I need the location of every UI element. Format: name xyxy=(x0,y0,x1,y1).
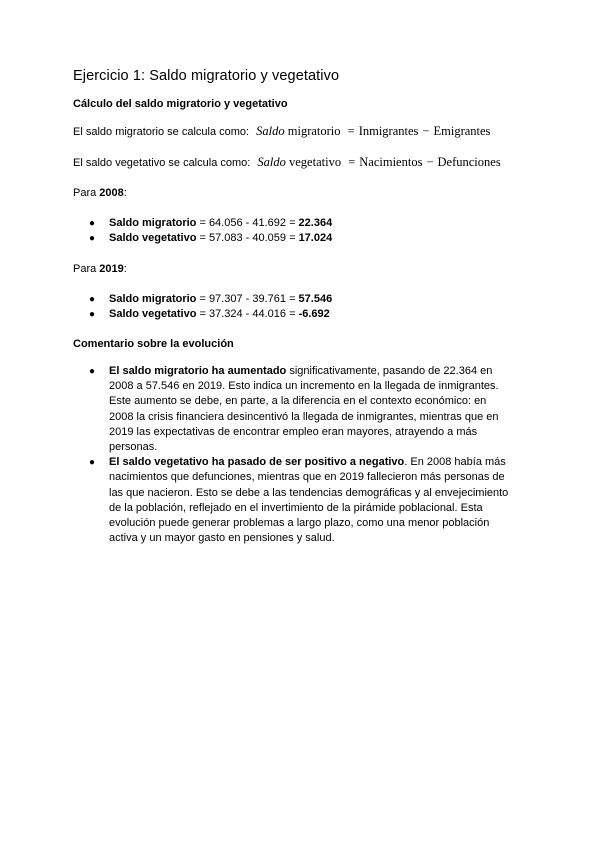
page-title: Ejercicio 1: Saldo migratorio y vegetativo xyxy=(73,68,340,84)
section-heading-comentario: Comentario sobre la evolución xyxy=(73,338,234,350)
migratorio-formula: Saldo migratorio = Inmigrantes − Emigrantes xyxy=(256,124,491,138)
bullet-icon: ● xyxy=(89,233,96,244)
vegetativo-formula-line xyxy=(73,155,533,170)
year-2008-label: Para 2008: xyxy=(73,187,127,199)
year-2019-label: Para 2019: xyxy=(73,263,127,275)
vegetativo-intro: El saldo vegetativo se calcula como: xyxy=(73,157,251,169)
migratorio-formula-line xyxy=(73,124,533,139)
migratorio-intro: El saldo migratorio se calcula como: xyxy=(73,126,250,138)
comments-list xyxy=(73,364,533,546)
vegetativo-formula: Saldo vegetativo = Nacimientos − Defunciones xyxy=(257,155,501,169)
year-2019-list xyxy=(73,292,533,322)
year-2008-list xyxy=(73,216,533,246)
bullet-icon: ● xyxy=(89,366,96,377)
bullet-icon: ● xyxy=(89,218,96,229)
list-item: ● Saldo vegetativo = 57.083 - 40.059 = 17.024 xyxy=(89,232,333,244)
document-content xyxy=(73,68,533,562)
bullet-icon: ● xyxy=(89,309,96,320)
list-item: ● Saldo migratorio = 97.307 - 39.761 = 57.546 xyxy=(89,293,333,305)
list-item: ● Saldo vegetativo = 37.324 - 44.016 = -6.692 xyxy=(89,308,330,320)
list-item: ● El saldo vegetativo ha pasado de ser positivo a negativo. En 2008 había más nacimientos que defunciones, mientras que en 2019 fallecieron más personas de las que nacieron. Esto se debe a las tendencias demográficas y al envejecimiento de la población, reflejado en el invertimiento de la pirámide poblacional. Esta evolución puede generar problemas a largo plazo, como una menor población activa y un mayor gasto en pensiones y salud. xyxy=(89,456,509,545)
list-item: ● El saldo migratorio ha aumentado significativamente, pasando de 22.364 en 2008 a 57.546 en 2019. Esto indica un incremento en la llegada de inmigrantes. Este aumento se debe, en parte, a la diferencia en el contexto económico: en 2008 la crisis financiera desincentivó la llegada de inmigrantes, mientras que en 2019 las expectativas de encontrar empleo eran mayores, atrayendo a más personas. xyxy=(89,365,499,454)
bullet-icon: ● xyxy=(89,457,96,469)
list-item: ● Saldo migratorio = 64.056 - 41.692 = 22.364 xyxy=(89,217,333,229)
bullet-icon: ● xyxy=(89,294,96,305)
section-heading-calculo: Cálculo del saldo migratorio y vegetativo xyxy=(73,98,288,110)
